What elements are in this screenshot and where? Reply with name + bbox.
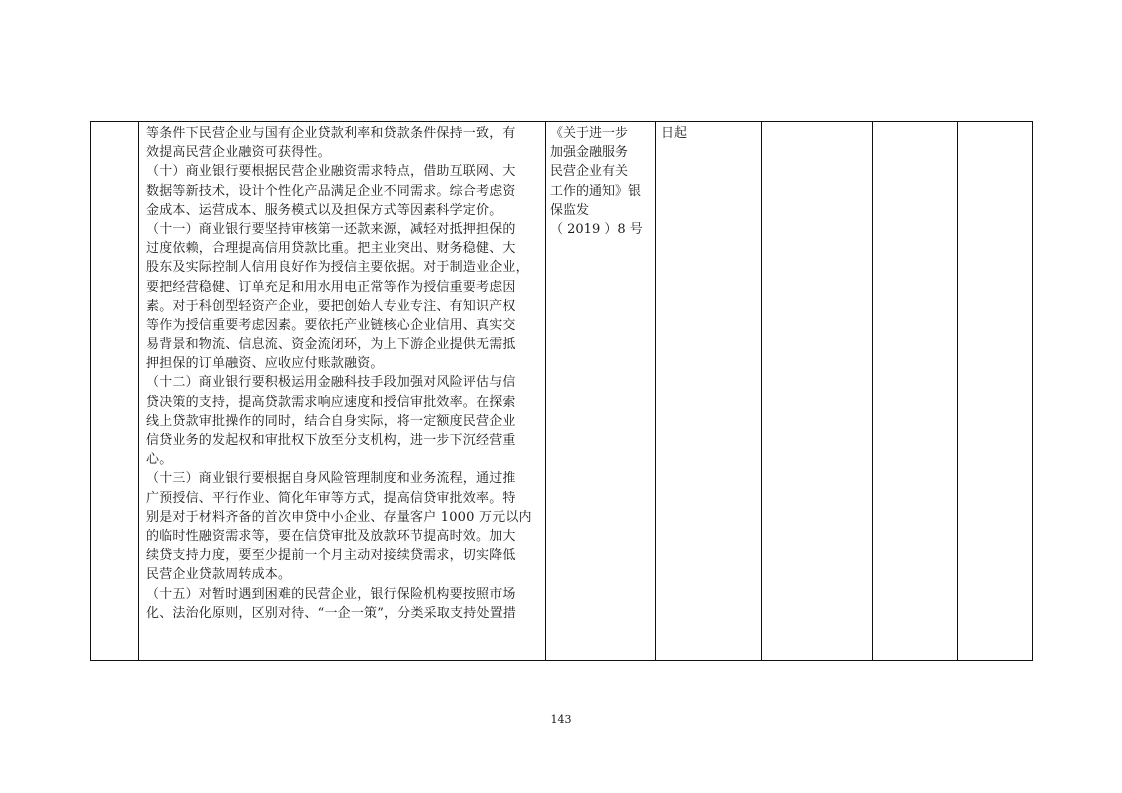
measure-text-line: 线上贷款审批操作的同时，结合自身实际，将一定额度民营企业: [146, 413, 516, 429]
measure-text-line: （十）商业银行要根据民营企业融资需求特点，借助互联网、大: [146, 164, 516, 180]
measure-text-line: 化、法治化原则，区别对待、“一企一策”，分类采取支持处置措: [146, 605, 517, 621]
measure-text-line: 广预授信、平行作业、简化年审等方式，提高信贷审批效率。特: [146, 490, 516, 506]
measure-text-line: 别是对于材料齐备的首次申贷中小企业、存量客户 1000 万元以内: [146, 509, 532, 525]
measure-text-line: （十一）商业银行要坚持审核第一还款来源，减轻对抵押担保的: [146, 221, 516, 237]
column-divider: [761, 122, 762, 660]
measure-text-line: 等作为授信重要考虑因素。要依托产业链核心企业信用、真实交: [146, 317, 516, 333]
measure-text-line: 的临时性融资需求等，要在信贷审批及放款环节提高时效。加大: [146, 528, 516, 544]
column-divider: [872, 122, 873, 660]
measure-text-line: 素。对于科创型轻资产企业，要把创始人专业专注、有知识产权: [146, 298, 516, 314]
effective-date-cell: 日起: [661, 126, 688, 141]
measure-text-line: 数据等新技术，设计个性化产品满足企业不同需求。综合考虑资: [146, 183, 516, 199]
basis-spread-char: 发: [576, 202, 590, 218]
policy-measures-cell: [146, 124, 544, 623]
measure-text-line: 民营企业贷款周转成本。: [146, 567, 292, 583]
measure-text-line: （十三）商业银行要根据自身风险管理制度和业务流程，通过推: [146, 471, 516, 487]
column-divider: [545, 122, 546, 660]
measure-text-line: （十二）商业银行要积极运用金融科技手段加强对风险评估与信: [146, 375, 516, 391]
measure-text-line: 过度依赖，合理提高信用贷款比重。把主业突出、财务稳健、大: [146, 241, 516, 257]
measure-text-line: 要把经营稳健、订单充足和用水用电正常等作为授信重要考虑因: [146, 279, 516, 295]
basis-spread-char: 保: [550, 202, 564, 218]
measure-text-line: 等条件下民营企业与国有企业贷款利率和贷款条件保持一致，有: [146, 126, 516, 141]
measure-text-line: （十五）对暂时遇到困难的民营企业，银行保险机构要按照市场: [146, 586, 516, 602]
page-number: 143: [550, 713, 572, 726]
policy-basis-cell: [550, 124, 648, 239]
measure-text-line: 易背景和物流、信息流、资金流闭环，为上下游企业提供无需抵: [146, 337, 516, 353]
basis-text-line: 工作的通知》银: [550, 183, 642, 199]
basis-document-number: （ 2019 ）8 号: [550, 221, 643, 237]
measure-text-line: 股东及实际控制人信用良好作为授信主要依据。对于制造业企业，: [146, 260, 529, 276]
column-divider: [138, 122, 139, 660]
measure-text-line: 续贷支持力度，要至少提前一个月主动对接续贷需求，切实降低: [146, 548, 516, 564]
basis-spread-line: [550, 201, 646, 220]
measure-text-line: 押担保的订单融资、应收应付账款融资。: [146, 356, 384, 372]
column-divider: [655, 122, 656, 660]
measure-text-line: 贷决策的支持，提高贷款需求响应速度和授信审批效率。在探索: [146, 394, 516, 410]
measure-text-line: 金成本、运营成本、服务模式以及担保方式等因素科学定价。: [146, 202, 503, 218]
basis-text-line: 加强金融服务: [550, 145, 629, 161]
measure-text-line: 效提高民营企业融资可获得性。: [146, 145, 331, 161]
measure-text-line: 信贷业务的发起权和审批权下放至分支机构，进一步下沉经营重: [146, 433, 516, 448]
basis-text-line: 民营企业有关: [550, 164, 629, 180]
measure-text-line: 心。: [146, 452, 173, 468]
basis-spread-char: 监: [563, 202, 577, 218]
column-divider: [957, 122, 958, 660]
basis-text-line: 《关于进一步: [550, 126, 629, 141]
